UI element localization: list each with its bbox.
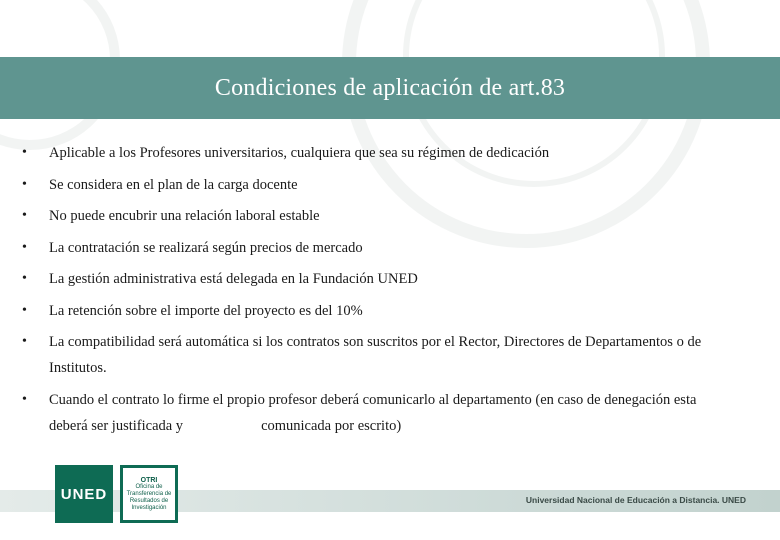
bullet-item bbox=[22, 203, 722, 229]
bullet-list bbox=[22, 140, 722, 444]
bullet-item bbox=[22, 387, 722, 439]
bullet-text: Aplicable a los Profesores universitarios, cualquiera que sea su régimen de dedicación bbox=[49, 145, 550, 161]
bullet-item bbox=[22, 266, 722, 292]
bullet-text: Se considera en el plan de la carga docente bbox=[49, 176, 298, 193]
bullet-marker: • bbox=[22, 208, 27, 223]
uned-logo bbox=[55, 465, 113, 523]
bullet-text-continuation: comunicada por escrito) bbox=[261, 417, 402, 434]
bullet-marker: • bbox=[22, 302, 27, 318]
bullet-text: Cuando el contrato lo firme el propio profesor deberá comunicarlo al departamento (en caso de denegación esta deberá ser justificada y bbox=[49, 391, 697, 434]
bullet-text: La contratación se realizará según precios de mercado bbox=[49, 239, 363, 256]
slide-title: Condiciones de aplicación de art.83 bbox=[214, 74, 566, 101]
bullet-text: La gestión administrativa está delegada en la Fundación UNED bbox=[49, 271, 418, 287]
bullet-text: No puede encubrir una relación laboral estable bbox=[49, 208, 320, 224]
otri-logo bbox=[120, 465, 178, 523]
bullet-marker: • bbox=[22, 271, 27, 286]
bullet-marker: • bbox=[22, 145, 27, 160]
bullet-item bbox=[22, 235, 722, 261]
bullet-item bbox=[22, 329, 722, 381]
bullet-text: La retención sobre el importe del proyecto es del 10% bbox=[49, 302, 363, 319]
otri-logo-title: OTRI bbox=[140, 476, 158, 484]
bullet-text: La compatibilidad será automática si los contratos son suscritos por el Rector, Directores de Departamentos o de Institutos. bbox=[49, 334, 702, 376]
title-bar bbox=[0, 57, 780, 119]
uned-logo-text: UNED bbox=[60, 485, 108, 503]
bullet-marker: • bbox=[22, 176, 27, 192]
bullet-marker: • bbox=[22, 334, 27, 349]
bullet-marker: • bbox=[22, 239, 27, 255]
bullet-marker: • bbox=[22, 391, 27, 407]
otri-logo-subtitle: Oficina de Transferencia de Resultados de Investigación bbox=[126, 483, 172, 511]
university-name: Universidad Nacional de Educación a Distancia. UNED bbox=[525, 495, 746, 505]
bullet-item bbox=[22, 172, 722, 198]
bullet-item bbox=[22, 140, 722, 166]
bullet-item bbox=[22, 298, 722, 324]
